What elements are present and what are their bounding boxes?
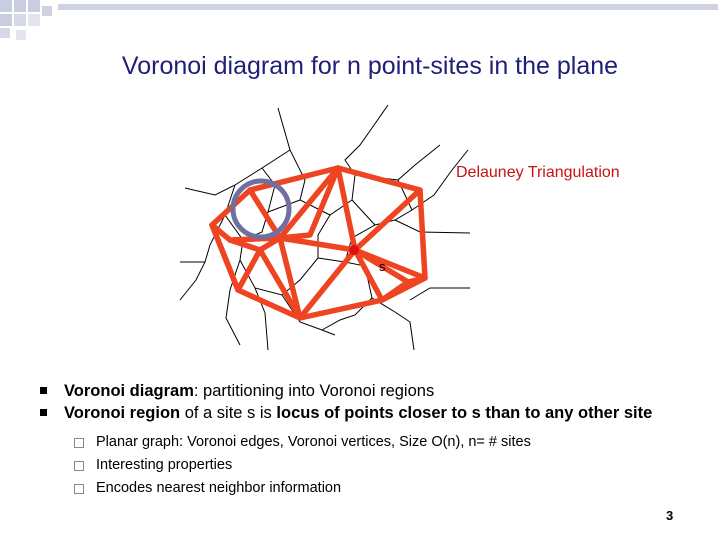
- sub-bullet-item: [40, 454, 710, 477]
- bullet-emphasis: locus of points closer to s than to any other site: [276, 404, 653, 422]
- square-bullet-icon: [40, 387, 47, 394]
- hollow-square-bullet-icon: [74, 484, 84, 494]
- hollow-square-bullet-icon: [74, 438, 84, 448]
- sub-bullet-text: Planar graph: Voronoi edges, Voronoi vertices, Size O(n), n= # sites: [96, 434, 531, 450]
- square-bullet-icon: [40, 409, 47, 416]
- corner-decoration: [0, 0, 720, 60]
- bullet-rest: : partitioning into Voronoi regions: [193, 382, 435, 400]
- voronoi-delaunay-diagram: [150, 100, 490, 360]
- bullet-item: [40, 380, 710, 402]
- bullet-lead: Voronoi region: [64, 404, 181, 422]
- hollow-square-bullet-icon: [74, 461, 84, 471]
- sub-bullet-item: [40, 431, 710, 454]
- slide-title: Voronoi diagram for n point-sites in the plane: [121, 52, 619, 80]
- sub-bullet-text: Encodes nearest neighbor information: [96, 480, 342, 496]
- site-s-label: s: [379, 259, 386, 274]
- sub-bullet-list: [40, 431, 710, 500]
- sub-bullet-item: [40, 477, 710, 500]
- delaunay-label: Delauney Triangulation: [456, 164, 620, 181]
- delaunay-edges: [212, 168, 425, 318]
- sub-bullet-text: Interesting properties: [96, 457, 233, 473]
- bullet-list: [40, 380, 710, 500]
- bullet-lead: Voronoi diagram: [64, 382, 194, 400]
- bullet-rest: of a site s is: [180, 404, 277, 422]
- page-number: 3: [666, 508, 674, 523]
- bullet-item: [40, 402, 710, 424]
- site-s-marker: [349, 245, 359, 255]
